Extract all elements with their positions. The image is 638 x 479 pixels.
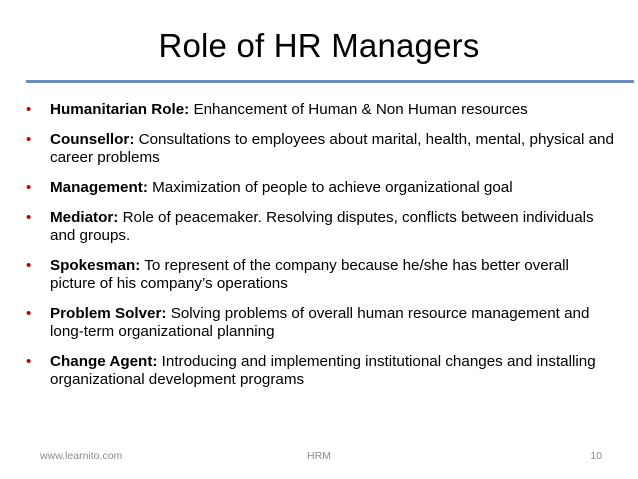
bullet-marker: • <box>26 305 32 322</box>
bullet-item-change-agent <box>26 353 618 389</box>
bullet-item-management <box>26 179 618 197</box>
bullet-text: Maximization of people to achieve organizational goal <box>152 179 513 196</box>
bullet-text: Introducing and implementing institutional changes and installing organizational development programs <box>50 353 596 388</box>
bullet-item-mediator <box>26 209 618 245</box>
slide-title: Role of HR Managers <box>158 27 480 64</box>
bullet-list <box>26 101 618 401</box>
bullet-marker: • <box>26 179 32 196</box>
bullet-item-problem-solver <box>26 305 618 341</box>
bullet-text: Role of peacemaker. Resolving disputes, conflicts between individuals and groups. <box>50 209 594 244</box>
bullet-term: Mediator: <box>50 209 119 226</box>
bullet-marker: • <box>26 257 32 274</box>
bullet-item-spokesman <box>26 257 618 293</box>
bullet-marker: • <box>26 101 32 118</box>
bullet-term: Management: <box>50 179 148 196</box>
bullet-item-counsellor <box>26 131 618 167</box>
bullet-term: Counsellor: <box>50 131 135 148</box>
footer-topic: HRM <box>307 450 331 462</box>
bullet-text: To represent of the company because he/she has better overall picture of his company’s operations <box>50 257 569 292</box>
bullet-term: Humanitarian Role: <box>50 101 190 118</box>
bullet-marker: • <box>26 209 32 226</box>
bullet-term: Spokesman: <box>50 257 141 274</box>
bullet-term: Change Agent: <box>50 353 158 370</box>
bullet-item-humanitarian-role <box>26 101 618 119</box>
footer-website: www.learnito.com <box>40 450 123 462</box>
bullet-text: Solving problems of overall human resource management and long-term organizational planning <box>50 305 590 340</box>
bullet-text: Consultations to employees about marital, health, mental, physical and career problems <box>50 131 614 166</box>
bullet-text: Enhancement of Human & Non Human resources <box>193 101 528 118</box>
title-underline <box>26 80 634 83</box>
bullet-marker: • <box>26 131 32 148</box>
footer-page-number: 10 <box>590 450 602 462</box>
bullet-marker: • <box>26 353 32 370</box>
bullet-term: Problem Solver: <box>50 305 167 322</box>
